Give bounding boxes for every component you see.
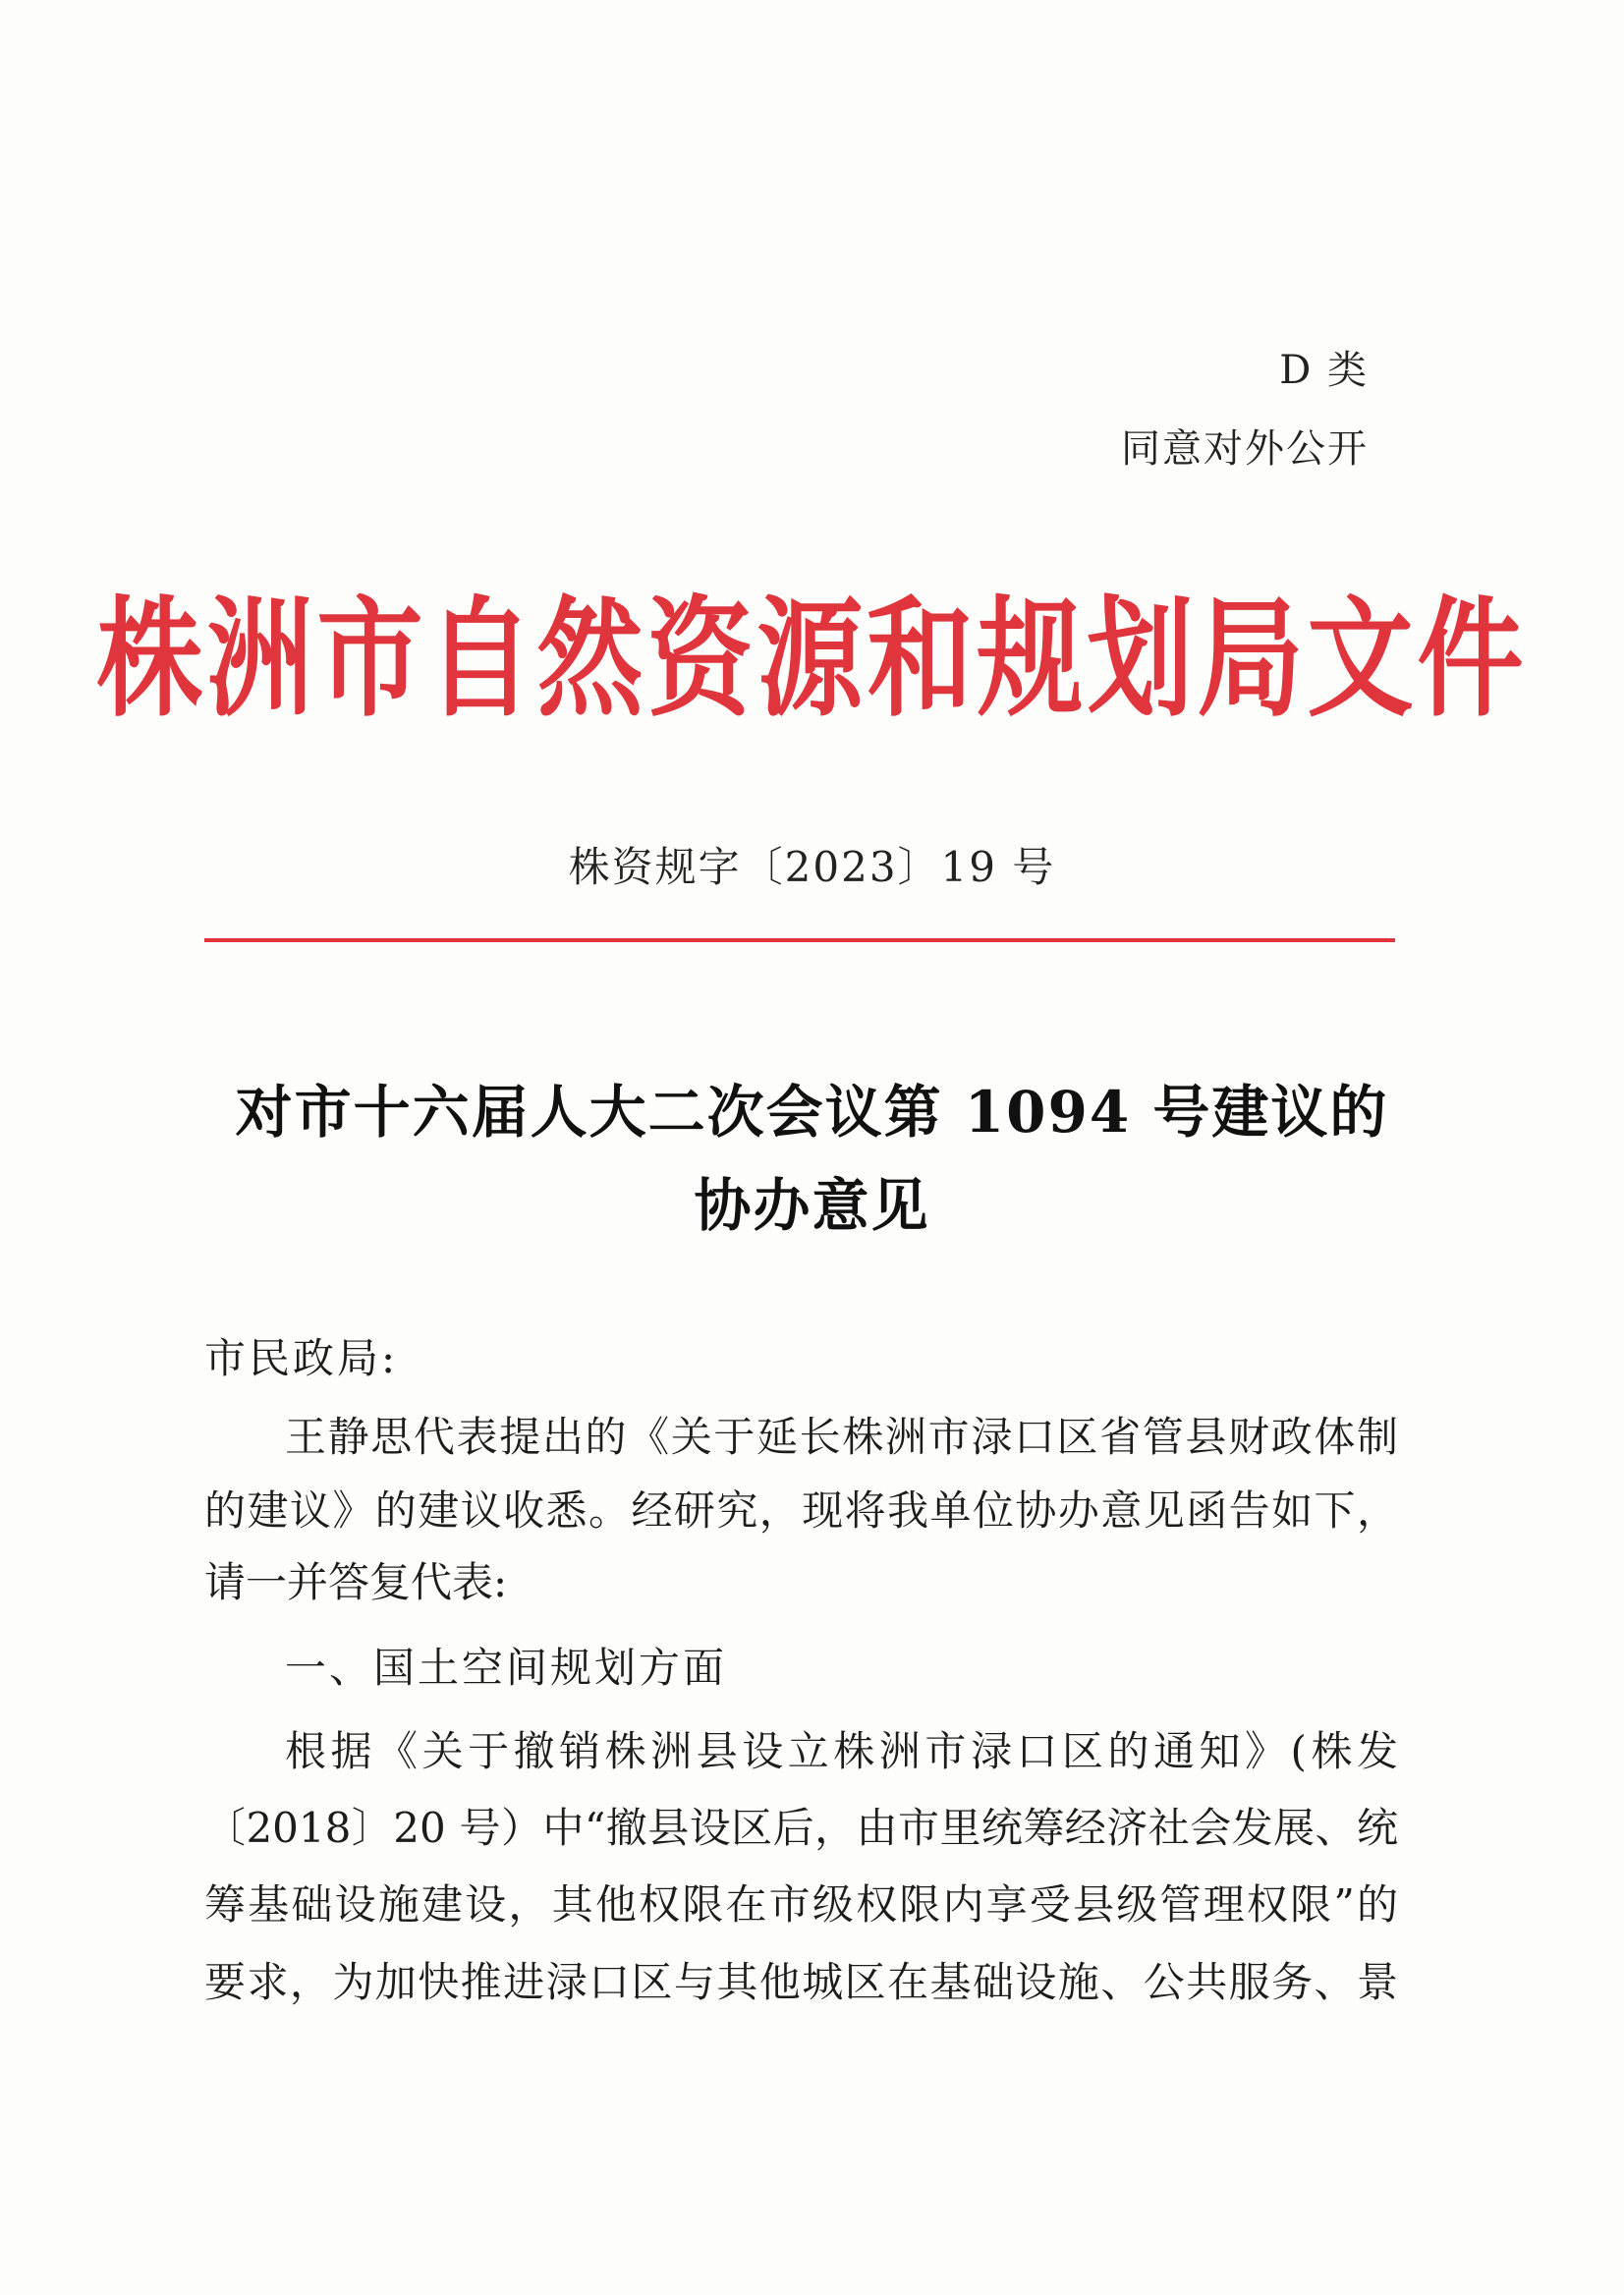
body-line: 〔2018〕20 号）中“撤县设区后，由市里统筹经济社会发展、统 [204,1804,1398,1852]
body-line: 要求，为加快推进渌口区与其他城区在基础设施、公共服务、景 [204,1958,1398,2006]
body-line: 筹基础设施建设，其他权限在市级权限内享受县级管理权限”的 [204,1880,1398,1929]
category-mark: D 类 [1279,348,1369,393]
body-line: 请一并答复代表: [204,1558,508,1606]
section-heading: 一、国土空间规划方面 [285,1644,728,1692]
body-line: 的建议》的建议收悉。经研究，现将我单位协办意见函告如下， [204,1486,1398,1535]
document-number: 株资规字〔2023〕19 号 [568,843,1056,891]
disclosure-mark: 同意对外公开 [1121,426,1369,472]
document-title-line-2: 协办意见 [694,1172,930,1239]
body-line: 根据《关于撤销株洲县设立株洲市渌口区的通知》(株发 [285,1727,1398,1775]
red-divider-line [204,938,1395,942]
issuer-header: 株洲市自然资源和规划局文件 [96,585,1528,735]
addressee: 市民政局: [204,1334,399,1382]
document-title-line-1: 对市十六届人大二次会议第 1094 号建议的 [235,1079,1389,1146]
body-line: 王静思代表提出的《关于延长株洲市渌口区省管县财政体制 [285,1413,1398,1461]
